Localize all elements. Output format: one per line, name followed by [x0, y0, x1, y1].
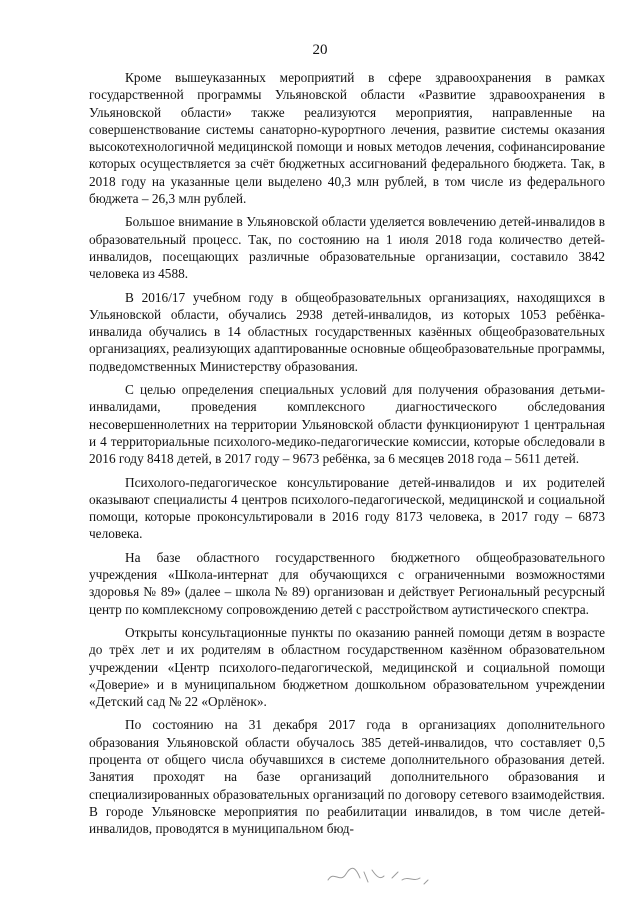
paragraph-early-help: Открыты консультационные пункты по оказанию ранней помощи детям в возрасте до трёх лет и их родителям в областном государственном казённом образовательном учреждении «Центр психолого-педагогической, медицинской и социальной помощи «Доверие» и в муниципальном бюджетном дошкольном образовательном учреждении «Детский сад № 22 «Орлёнок».: [89, 624, 605, 710]
paragraph-education-involvement: Большое внимание в Ульяновской области уделяется вовлечению детей-инвалидов в образовательный процесс. Так, по состоянию на 1 июля 2018 года количество детей-инвалидов, посещающих различные образовательные организации, составило 3842 человека из 4588.: [89, 214, 605, 282]
handwritten-mark-icon: [324, 858, 434, 892]
paragraph-counseling: Психолого-педагогическое консультирование детей-инвалидов и их родителей оказывают специалисты 4 центров психолого-педагогической, медицинской и социальной помощи, которые проконсультировали в 2016 году 8173 человека, в 2017 году – 6873 человека.: [89, 474, 605, 542]
paragraph-commissions: С целью определения специальных условий для получения образования детьми-инвалидами, проведения комплексного диагностического обследования несовершеннолетних на территории Ульяновской области функционируют 1 центральная и 4 территориальные психолого-медико-педагогические комиссии, которые обследовали в 2016 году 8418 детей, в 2017 году – 9673 ребёнка, за 6 месяцев 2018 года – 5611 детей.: [89, 382, 605, 467]
paragraph-resource-center: На базе областного государственного бюджетного общеобразовательного учреждения «Школа-интернат для обучающихся с ограниченными возможностями здоровья № 89» (далее – школа № 89) организован и действует Региональный ресурсный центр по комплексному сопровождению детей с расстройством аутистического спектра.: [89, 549, 605, 617]
paragraph-school-year: В 2016/17 учебном году в общеобразовательных организациях, находящихся в Ульяновской области, обучались 2938 детей-инвалидов, из которых 1053 ребёнка-инвалида обучались в 14 областных государственных казённых общеобразовательных организациях, реализующих адаптированные основные общеобразовательные программы, подведомственных Министерству образования.: [89, 289, 605, 374]
paragraph-healthcare: Кроме вышеуказанных мероприятий в сфере здравоохранения в рамках государственной программы Ульяновской области «Развитие здравоохранения в Ульяновской области» также реализуются мероприятия, направленные на совершенствование системы санаторно-курортного лечения, развитие системы оказания высокотехнологичной медицинской помощи и новых методов лечения, софинансирование которых осуществляется за счёт бюджетных ассигнований федерального бюджета. Так, в 2018 году на указанные цели выделено 40,3 млн рублей, в том числе из федерального бюджета – 26,3 млн рублей.: [89, 70, 605, 207]
page-number: 20: [312, 42, 328, 58]
document-body: [89, 69, 605, 843]
paragraph-additional-education: По состоянию на 31 декабря 2017 года в организациях дополнительного образования Ульяновской области обучалось 385 детей-инвалидов, что составляет 0,5 процента от общего числа обучавшихся в системе дополнительного образования детей. Занятия проходят на базе организаций дополнительного образования и специализированных образовательных организаций по договору сетевого взаимодействия. В городе Ульяновске мероприятия по реабилитации инвалидов, в том числе детей-инвалидов, проводятся в муниципальном бюд-: [89, 717, 605, 837]
